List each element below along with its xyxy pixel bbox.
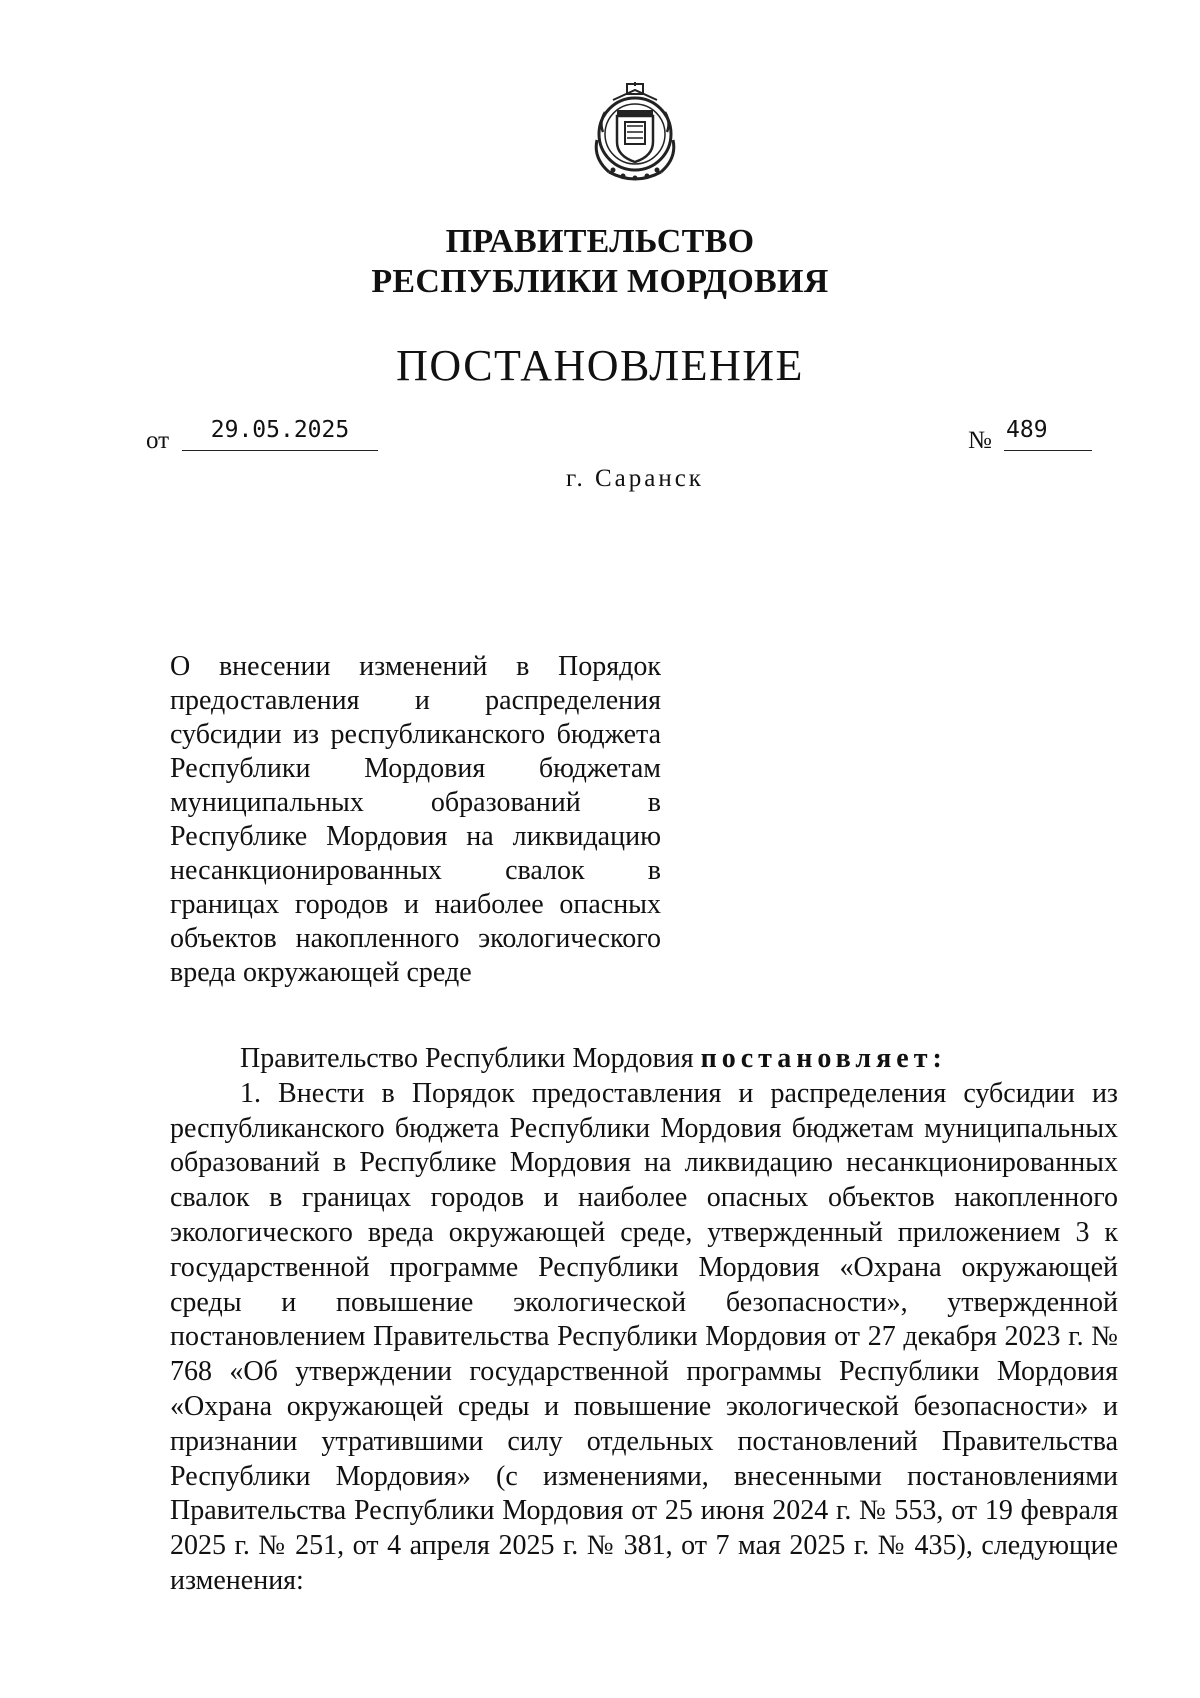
government-title-line1: ПРАВИТЕЛЬСТВО — [445, 223, 755, 260]
document-body — [170, 1042, 1118, 1599]
preamble — [170, 1042, 1118, 1077]
number-label: № — [968, 427, 992, 454]
document-subject: О внесении изменений в Порядок предоставления и распределения субсидии из республиканского бюджета Республики Мордовия бюджетам муниципальных образований в Республике Мордовия на ликвидацию несанкционированных свалок в границах городов и наиболее опасных объектов накопленного экологического вреда окружающей среде — [170, 651, 661, 988]
number-value: 489 — [1006, 417, 1048, 443]
item-1-paragraph: 1. Внести в Порядок предоставления и распределения субсидии из республиканского бюджета Республики Мордовия бюджетам муниципальных образований в Республике Мордовия на ликвидацию несанкционированных свалок в границах городов и наиболее опасных объектов накопленного экологического вреда окружающей среде, утвержденный приложением 3 к государственной программе Республики Мордовия «Охрана окружающей среды и повышение экологической безопасности», утвержденной постановлением Правительства Республики Мордовия от 27 декабря 2023 г. № 768 «Об утверждении государственной программы Республики Мордовия «Охрана окружающей среды и повышение экологической безопасности» и признании утратившими силу отдельных постановлений Правительства Республики Мордовия» (с изменениями, внесенными постановлениями Правительства Республики Мордовия от 25 июня 2024 г. № 553, от 19 февраля 2025 г. № 251, от 4 апреля 2025 г. № 381, от 7 мая 2025 г. № 435), следующие изменения: — [170, 1077, 1118, 1596]
date-underline — [182, 450, 378, 451]
preamble-emphasis: постановляет: — [700, 1043, 947, 1074]
date-label: от — [146, 427, 170, 454]
document-type-heading: ПОСТАНОВЛЕНИЕ — [396, 341, 804, 390]
government-title — [0, 222, 1200, 302]
preamble-text: Правительство Республики Мордовия — [240, 1043, 701, 1074]
government-title-line2: РЕСПУБЛИКИ МОРДОВИЯ — [371, 263, 829, 300]
coat-of-arms-icon — [583, 82, 687, 186]
date-value: 29.05.2025 — [210, 417, 350, 443]
city-name: г. Саранск — [566, 465, 704, 492]
number-underline — [1004, 450, 1092, 451]
